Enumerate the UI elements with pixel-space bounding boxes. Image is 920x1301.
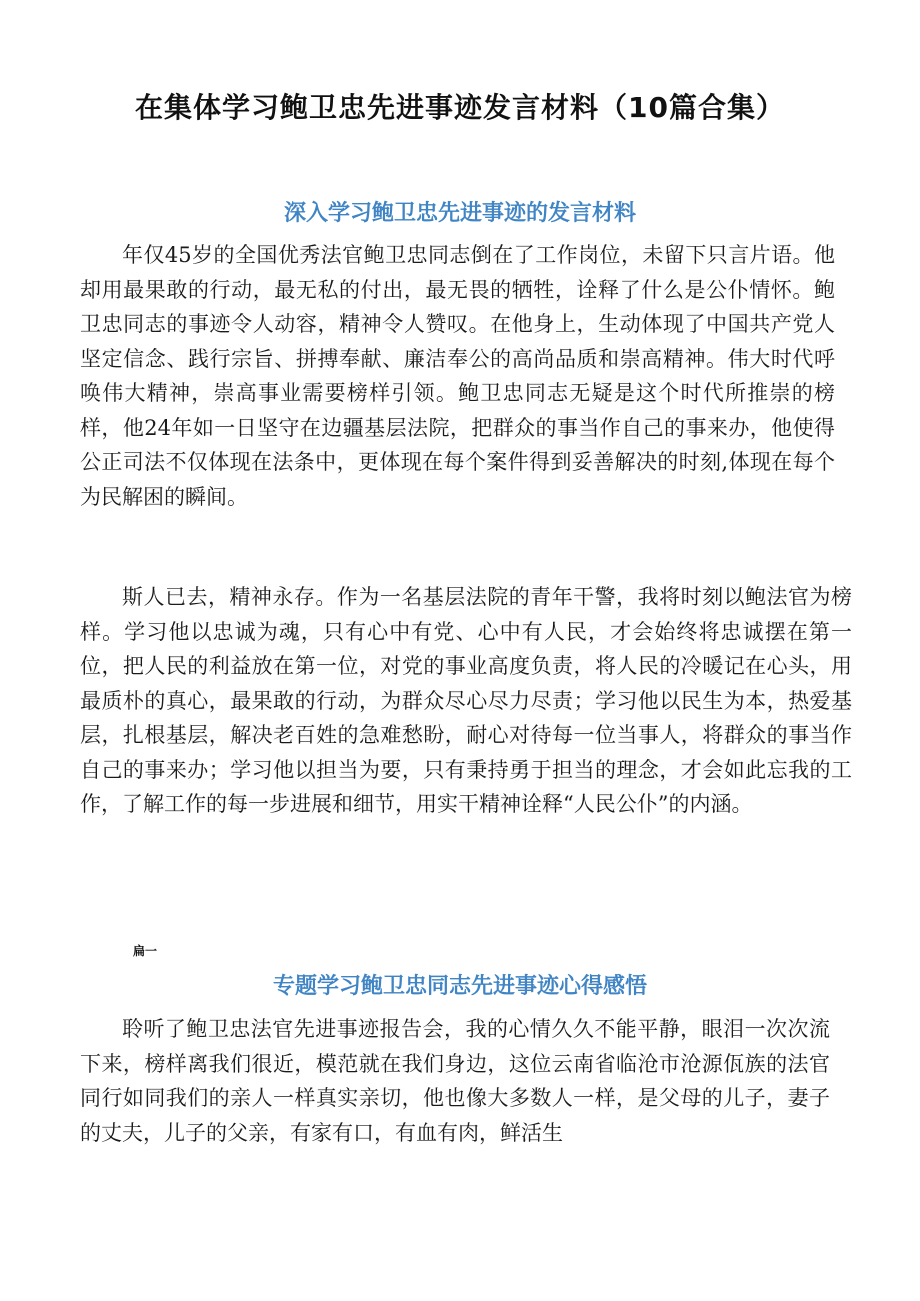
section-2-paragraph-1: 聆听了鲍卫忠法官先进事迹报告会，我的心情久久不能平静，眼泪一次次流下来，榜样离我们很近，模范就在我们身边，这位云南省临沧市沧源佤族的法官同行如同我们的亲人一样真实亲切，他也像大多数人一样，是父母的儿子，妻子的丈夫，儿子的父亲，有家有口，有血有肉，鲜活生	[80, 1017, 830, 1145]
section-1-paragraph-1: 年仅45岁的全国优秀法官鲍卫忠同志倒在了工作岗位，未留下只言片语。他却用最果敢的行动，最无私的付出，最无畏的牺牲，诠释了什么是公仆情怀。鲍卫忠同志的事迹令人动容，精神令人赞叹。在他身上，生动体现了中国共产党人坚定信念、践行宗旨、拼搏奉献、廉洁奉公的高尚品质和崇高精神。伟大时代呼唤伟大精神，崇高事业需要榜样引领。鲍卫忠同志无疑是这个时代所推崇的榜样，他24年如一日坚守在边疆基层法院，把群众的事当作自己的事来办，他使得公正司法不仅体现在法条中，更体现在每个案件得到妥善解决的时刻,体现在每个为民解困的瞬间。	[80, 243, 835, 509]
document-title: 在集体学习鲍卫忠先进事迹发言材料（10篇合集）	[135, 91, 785, 124]
section-1-heading: 深入学习鲍卫忠先进事迹的发言材料	[283, 200, 636, 226]
section-2-heading: 专题学习鲍卫忠同志先进事迹心得感悟	[272, 973, 647, 999]
section-2-label: 扁一	[133, 944, 158, 958]
section-1-paragraph-2: 斯人已去，精神永存。作为一名基层法院的青年干警，我将时刻以鲍法官为榜样。学习他以忠诚为魂，只有心中有党、心中有人民，才会始终将忠诚摆在第一位，把人民的利益放在第一位，对党的事业高度负责，将人民的冷暖记在心头，用最质朴的真心，最果敢的行动，为群众尽心尽力尽责；学习他以民生为本，热爱基层，扎根基层，解决老百姓的急难愁盼，耐心对待每一位当事人，将群众的事当作自己的事来办；学习他以担当为要，只有秉持勇于担当的理念，才会如此忘我的工作，了解工作的每一步进展和细节，用实干精神诠释“人民公仆”的内涵。	[80, 585, 852, 816]
